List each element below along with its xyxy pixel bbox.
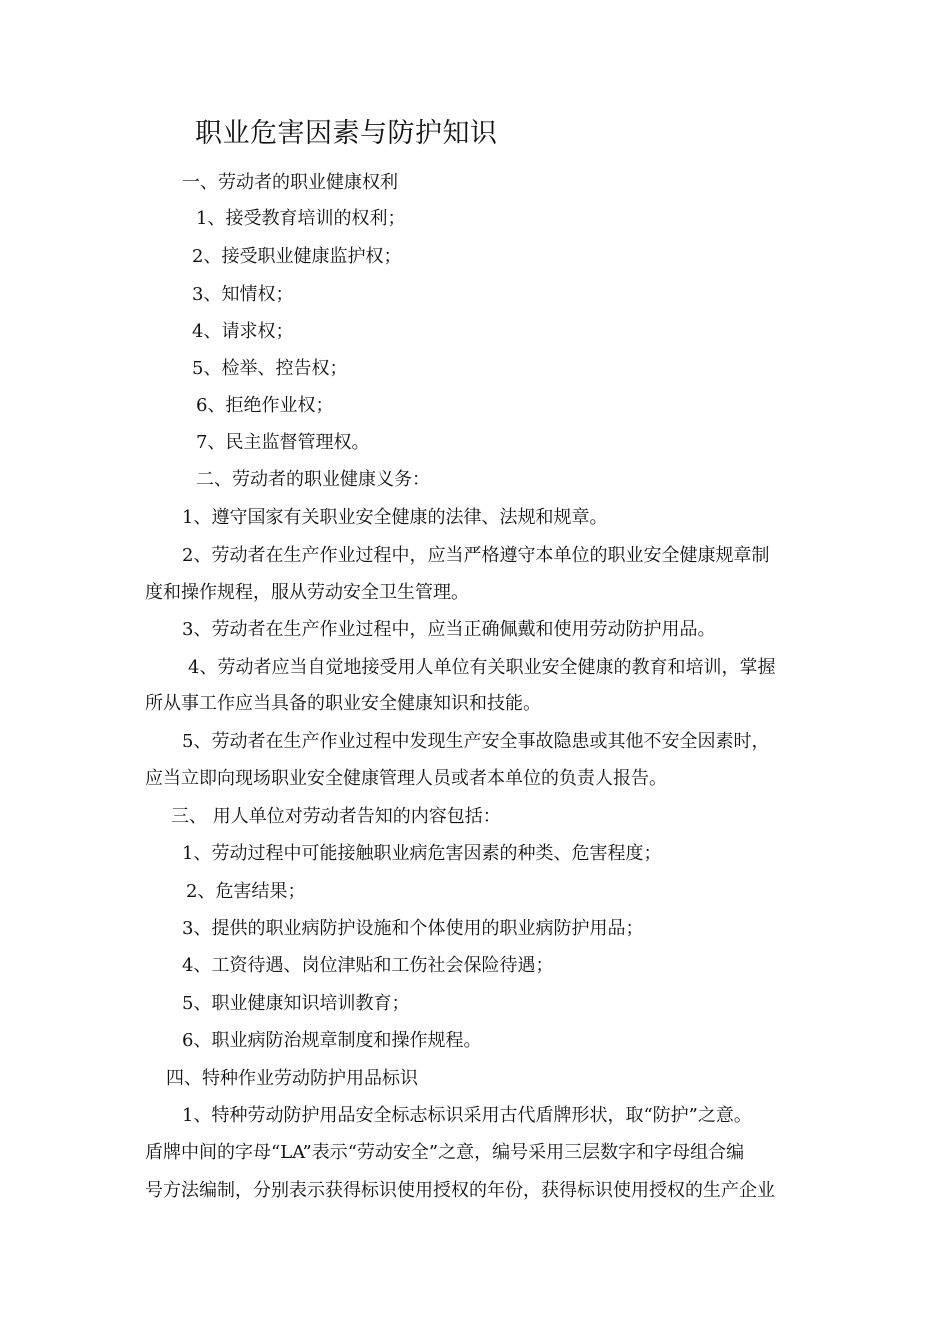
paragraph-line: 盾牌中间的字母“LA”表示“劳动安全”之意，编号采用三层数字和字母组合编 (145, 1142, 745, 1163)
paragraph-line: 4、工资待遇、岗位津贴和工伤社会保险待遇； (182, 955, 554, 976)
paragraph-line: 1、特种劳动防护用品安全标志标识采用古代盾牌形状，取“防护”之意。 (182, 1105, 752, 1126)
paragraph-line: 3、劳动者在生产作业过程中，应当正确佩戴和使用劳动防护用品。 (182, 619, 716, 640)
paragraph-line: 1、接受教育培训的权利； (196, 208, 406, 229)
paragraph-line: 1、遵守国家有关职业安全健康的法律、法规和规章。 (182, 507, 608, 528)
paragraph-line: 5、职业健康知识培训教育； (182, 993, 410, 1014)
paragraph-line: 1、劳动过程中可能接触职业病危害因素的种类、危害程度； (182, 843, 662, 864)
paragraph-line: 应当立即向现场职业安全健康管理人员或者本单位的负责人报告。 (145, 768, 667, 789)
paragraph-line: 5、劳动者在生产作业过程中发现生产安全事故隐患或其他不安全因素时， (182, 731, 770, 752)
paragraph-line: 2、接受职业健康监护权； (192, 246, 402, 267)
paragraph-line: 所从事工作应当具备的职业安全健康知识和技能。 (145, 693, 541, 714)
paragraph-line: 5、检举、控告权； (192, 358, 348, 379)
paragraph-line: 4、劳动者应当自觉地接受用人单位有关职业安全健康的教育和培训，掌握 (188, 657, 776, 678)
paragraph-line: 号方法编制，分别表示获得标识使用授权的年份，获得标识使用授权的生产企业 (145, 1180, 775, 1201)
section-heading-3: 三、 用人单位对劳动者告知的内容包括： (171, 806, 501, 827)
paragraph-line: 3、知情权； (192, 284, 294, 305)
paragraph-line: 3、提供的职业病防护设施和个体使用的职业病防护用品； (182, 918, 644, 939)
section-heading-4: 四、特种作业劳动防护用品标识 (166, 1068, 418, 1089)
section-heading-1: 一、劳动者的职业健康权利 (182, 172, 398, 193)
document-title: 职业危害因素与防护知识 (195, 118, 498, 149)
paragraph-line: 2、危害结果； (186, 881, 306, 902)
paragraph-line: 7、民主监督管理权。 (196, 432, 370, 453)
section-heading-2: 二、劳动者的职业健康义务： (196, 469, 430, 490)
paragraph-line: 度和操作规程，服从劳动安全卫生管理。 (145, 582, 469, 603)
paragraph-line: 4、请求权； (192, 321, 294, 342)
paragraph-line: 6、拒绝作业权； (196, 395, 334, 416)
paragraph-line: 6、职业病防治规章制度和操作规程。 (182, 1030, 482, 1051)
paragraph-line: 2、劳动者在生产作业过程中，应当严格遵守本单位的职业安全健康规章制 (182, 545, 770, 566)
